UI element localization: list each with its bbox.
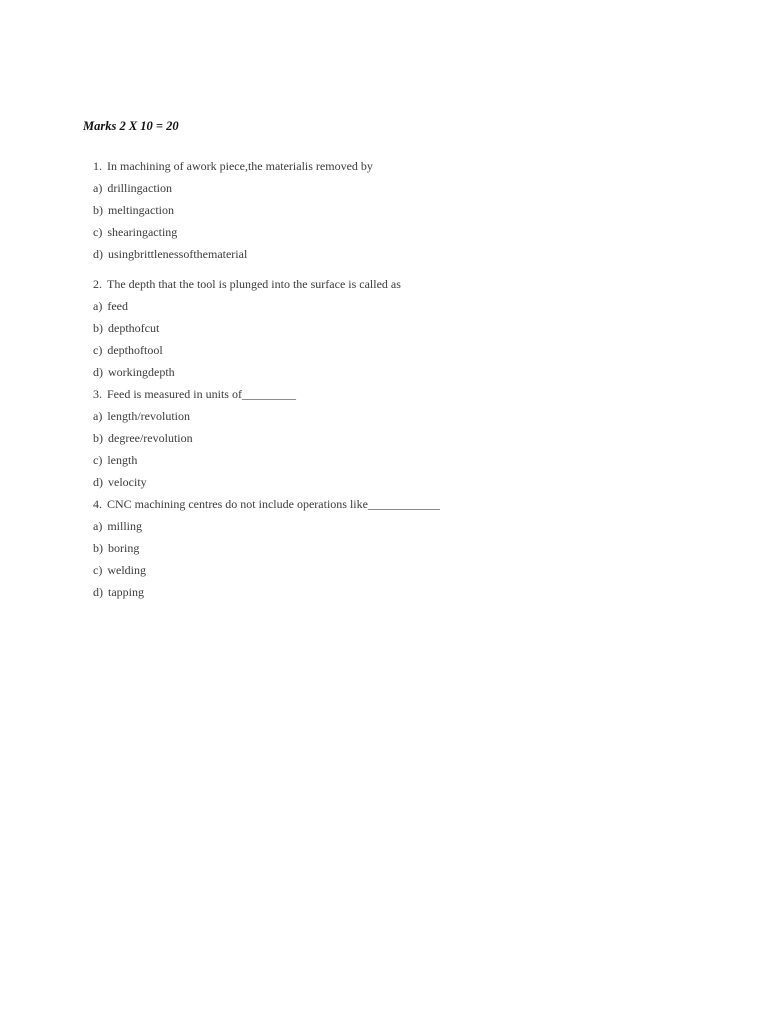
option-text: shearingacting: [107, 225, 178, 239]
question-4-option-d: [93, 585, 144, 599]
option-label: a): [93, 409, 103, 423]
question-text: Feed is measured in units of_________: [107, 387, 296, 401]
option-text: depthofcut: [108, 321, 160, 335]
option-text: feed: [107, 299, 128, 313]
question-number: 4.: [93, 497, 102, 511]
option-label: d): [93, 585, 103, 599]
option-label: b): [93, 203, 103, 217]
question-3-option-d: [93, 475, 147, 489]
option-text: welding: [107, 563, 146, 577]
option-label: a): [93, 299, 103, 313]
question-1: [93, 159, 373, 173]
option-label: c): [93, 343, 103, 357]
option-text: depthoftool: [107, 343, 163, 357]
option-label: a): [93, 519, 103, 533]
option-text: drillingaction: [107, 181, 172, 195]
option-text: meltingaction: [108, 203, 174, 217]
question-2-option-d: [93, 365, 175, 379]
question-1-option-d: [93, 247, 247, 261]
option-text: milling: [107, 519, 142, 533]
question-4: [93, 497, 440, 511]
question-3-option-c: [93, 453, 137, 467]
question-number: 2.: [93, 277, 102, 291]
question-1-option-c: [93, 225, 177, 239]
question-text: The depth that the tool is plunged into the surface is called as: [107, 277, 401, 291]
option-label: b): [93, 321, 103, 335]
option-text: degree/revolution: [108, 431, 193, 445]
option-label: b): [93, 541, 103, 555]
option-text: tapping: [108, 585, 144, 599]
option-label: a): [93, 181, 103, 195]
question-2-option-a: [93, 299, 128, 313]
question-4-option-c: [93, 563, 146, 577]
option-text: workingdepth: [108, 365, 175, 379]
option-text: length: [107, 453, 138, 467]
option-label: b): [93, 431, 103, 445]
question-1-option-b: [93, 203, 174, 217]
question-2: [93, 277, 401, 291]
question-number: 1.: [93, 159, 102, 173]
question-number: 3.: [93, 387, 102, 401]
question-2-option-b: [93, 321, 159, 335]
option-label: c): [93, 453, 103, 467]
question-4-option-a: [93, 519, 142, 533]
option-text: velocity: [108, 475, 147, 489]
question-text: In machining of awork piece,the materialis removed by: [107, 159, 373, 173]
question-1-option-a: [93, 181, 172, 195]
option-label: d): [93, 475, 103, 489]
question-3-option-b: [93, 431, 193, 445]
question-4-option-b: [93, 541, 139, 555]
question-2-option-c: [93, 343, 163, 357]
marks-heading: Marks 2 X 10 = 20: [83, 119, 179, 133]
option-text: length/revolution: [107, 409, 190, 423]
option-text: usingbrittlenessofthematerial: [108, 247, 248, 261]
question-3: [93, 387, 296, 401]
option-label: d): [93, 365, 103, 379]
question-3-option-a: [93, 409, 190, 423]
option-label: c): [93, 225, 103, 239]
option-text: boring: [108, 541, 140, 555]
option-label: c): [93, 563, 103, 577]
question-text: CNC machining centres do not include operations like____________: [107, 497, 440, 511]
option-label: d): [93, 247, 103, 261]
